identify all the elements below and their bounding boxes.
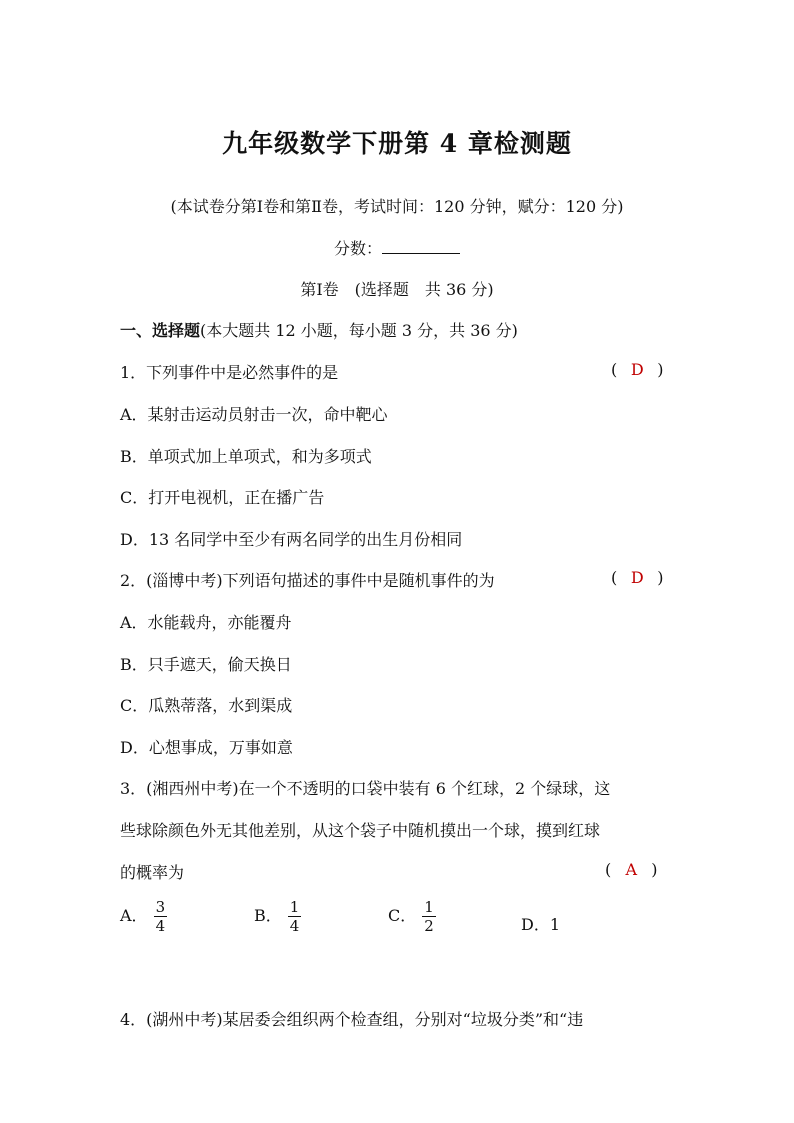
fraction-numerator: 1 — [424, 898, 434, 916]
answer-letter: A — [625, 860, 638, 879]
question-1-option-c: C．打开电视机，正在播广告 — [120, 488, 325, 507]
fraction-numerator: 1 — [289, 898, 300, 916]
part-title: 第Ⅰ卷 (选择题 共 36 分) — [300, 280, 494, 299]
answer-paren-close: ) — [657, 568, 664, 587]
page-title: 九年级数学下册第 4 章检测题 — [222, 129, 572, 158]
score-blank — [382, 239, 460, 254]
exam-subtitle: (本试卷分第Ⅰ卷和第Ⅱ卷，考试时间：120 分钟，赋分：120 分) — [170, 197, 624, 216]
score-line — [0, 236, 794, 259]
question-1-option-a: A．某射击运动员射击一次，命中靶心 — [120, 405, 388, 424]
question-1-option-d: D．13 名同学中至少有两名同学的出生月份相同 — [120, 530, 463, 549]
answer-paren-open: ( — [605, 860, 612, 879]
question-2-stem: 2．(淄博中考)下列语句描述的事件中是随机事件的为 — [120, 571, 495, 590]
question-2-option-c: C．瓜熟蒂落，水到渠成 — [120, 696, 293, 715]
score-label: 分数： — [333, 239, 382, 258]
fraction-numerator: 3 — [155, 898, 166, 916]
question-1-option-b: B．单项式加上单项式，和为多项式 — [120, 447, 372, 466]
option-label: A． — [120, 906, 148, 925]
question-2-option-d: D．心想事成，万事如意 — [120, 738, 293, 757]
question-3-option-d: D．1 — [521, 915, 561, 934]
question-3-answer — [605, 860, 658, 879]
answer-letter: D — [630, 568, 644, 587]
fraction — [154, 898, 168, 935]
fraction — [288, 898, 302, 935]
option-label: B． — [254, 906, 282, 925]
section-heading — [120, 318, 518, 341]
section-note: (本大题共 12 小题，每小题 3 分，共 36 分) — [200, 321, 518, 340]
answer-paren-open: ( — [611, 360, 618, 379]
question-1-answer — [611, 360, 664, 379]
question-3-option-b — [254, 898, 301, 935]
answer-paren-close: ) — [657, 360, 664, 379]
answer-paren-close: ) — [651, 860, 658, 879]
question-2-option-a: A．水能载舟，亦能覆舟 — [120, 613, 292, 632]
question-2-option-b: B．只手遮天，偷天换日 — [120, 655, 292, 674]
fraction — [422, 898, 436, 935]
question-3-option-a — [120, 898, 167, 935]
fraction-denominator: 2 — [424, 917, 434, 935]
question-4-line-1: 4．(湖州中考)某居委会组织两个检查组，分别对“垃圾分类”和“违 — [120, 1010, 584, 1029]
answer-letter: D — [630, 360, 644, 379]
question-3-option-c — [388, 898, 436, 935]
question-1-stem: 1．下列事件中是必然事件的是 — [120, 363, 339, 382]
section-title: 一、选择题 — [120, 321, 201, 340]
answer-paren-open: ( — [611, 568, 618, 587]
question-3-line-3: 的概率为 — [120, 863, 185, 882]
question-2-answer — [611, 568, 664, 587]
fraction-denominator: 4 — [289, 917, 300, 935]
question-3-line-2: 些球除颜色外无其他差别，从这个袋子中随机摸出一个球，摸到红球 — [120, 821, 601, 840]
option-label: C． — [388, 906, 417, 925]
question-3-line-1: 3．(湘西州中考)在一个不透明的口袋中装有 6 个红球，2 个绿球，这 — [120, 779, 611, 798]
fraction-denominator: 4 — [155, 917, 166, 935]
